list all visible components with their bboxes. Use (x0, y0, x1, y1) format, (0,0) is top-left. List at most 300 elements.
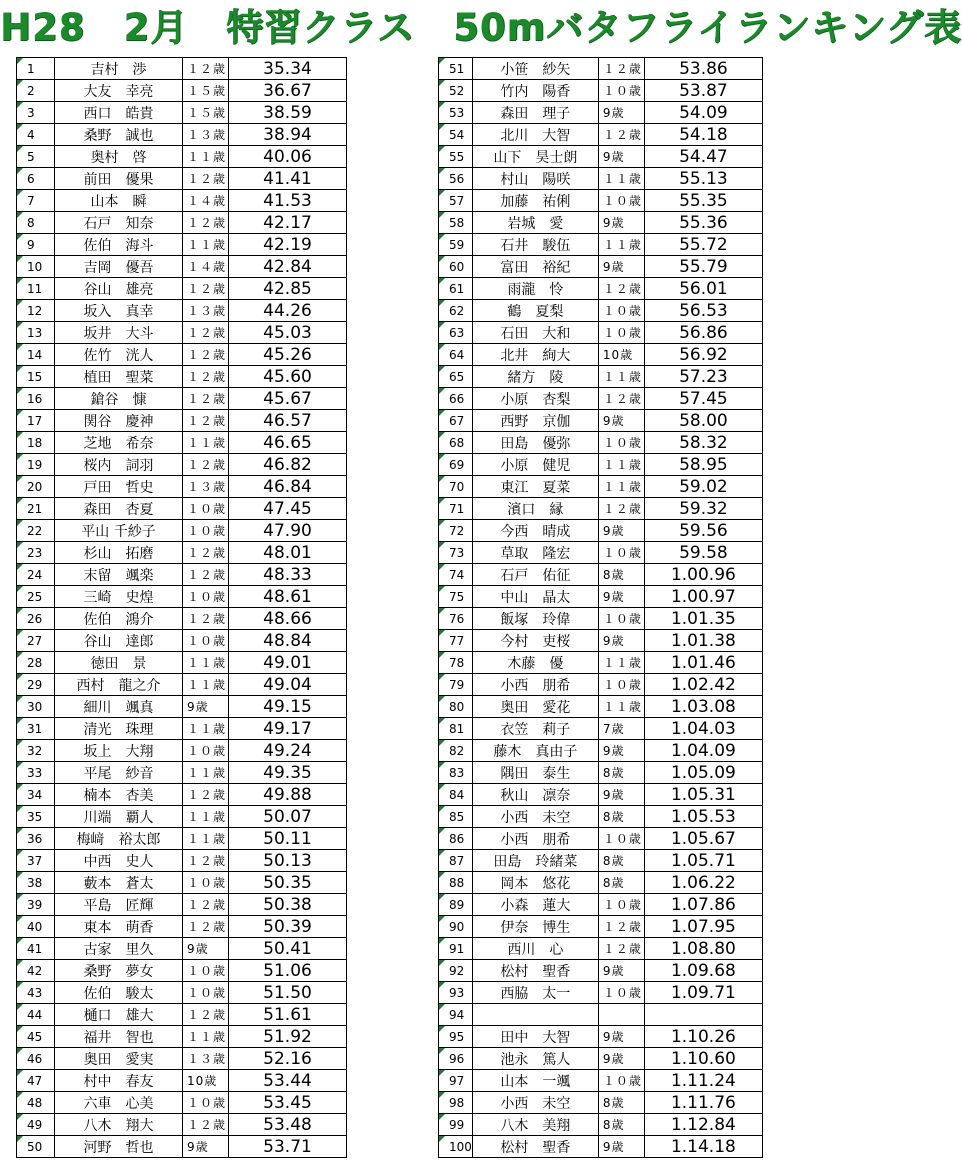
table-row (439, 542, 763, 564)
age-cell: １５歳 (183, 80, 229, 102)
time-cell: 59.58 (644, 542, 762, 564)
rank-cell: 11 (17, 278, 55, 300)
time-cell: 1.05.53 (644, 806, 762, 828)
table-row (17, 1136, 347, 1158)
time-cell: 59.02 (644, 476, 762, 498)
age-cell: １１歳 (598, 168, 644, 190)
swimmer-name-cell: 平尾 紗音 (55, 762, 183, 784)
time-cell: 1.05.31 (644, 784, 762, 806)
time-cell: 1.14.18 (644, 1136, 762, 1158)
rank-cell: 7 (17, 190, 55, 212)
table-row (439, 872, 763, 894)
table-row (439, 58, 763, 80)
time-cell: 53.86 (644, 58, 762, 80)
age-cell: １２歳 (598, 916, 644, 938)
age-cell: １０歳 (598, 322, 644, 344)
rank-cell: 72 (439, 520, 473, 542)
table-row (17, 1048, 347, 1070)
table-row (17, 1114, 347, 1136)
table-row (439, 828, 763, 850)
table-row (17, 938, 347, 960)
table-row (17, 784, 347, 806)
swimmer-name-cell: 坂上 大翔 (55, 740, 183, 762)
time-cell: 42.84 (229, 256, 347, 278)
time-cell: 50.39 (229, 916, 347, 938)
time-cell: 54.47 (644, 146, 762, 168)
age-cell: 9歳 (598, 212, 644, 234)
rank-cell: 26 (17, 608, 55, 630)
table-row (17, 58, 347, 80)
table-row (17, 718, 347, 740)
swimmer-name-cell: 三崎 史煌 (55, 586, 183, 608)
age-cell: 9歳 (598, 1136, 644, 1158)
table-row (17, 564, 347, 586)
age-cell: １２歳 (598, 388, 644, 410)
table-row (17, 344, 347, 366)
swimmer-name-cell: 細川 颯真 (55, 696, 183, 718)
age-cell: １１歳 (183, 1026, 229, 1048)
age-cell: １１歳 (183, 146, 229, 168)
age-cell: １２歳 (183, 212, 229, 234)
rank-cell: 40 (17, 916, 55, 938)
rank-cell: 48 (17, 1092, 55, 1114)
age-cell: １２歳 (183, 366, 229, 388)
time-cell: 1.09.68 (644, 960, 762, 982)
swimmer-name-cell: 村中 春友 (55, 1070, 183, 1092)
table-row (439, 432, 763, 454)
time-cell: 1.10.26 (644, 1026, 762, 1048)
age-cell: １０歳 (183, 740, 229, 762)
rank-cell: 28 (17, 652, 55, 674)
rank-cell: 54 (439, 124, 473, 146)
swimmer-name-cell: 川端 覇人 (55, 806, 183, 828)
rank-cell: 88 (439, 872, 473, 894)
swimmer-name-cell: 奥田 愛花 (472, 696, 598, 718)
swimmer-name-cell: 河野 哲也 (55, 1136, 183, 1158)
table-row (17, 608, 347, 630)
age-cell: １１歳 (598, 652, 644, 674)
age-cell: １２歳 (183, 58, 229, 80)
table-row (439, 1070, 763, 1092)
age-cell: 9歳 (598, 520, 644, 542)
rank-cell: 49 (17, 1114, 55, 1136)
rank-cell: 22 (17, 520, 55, 542)
age-cell: 8歳 (598, 564, 644, 586)
age-cell: １２歳 (183, 1114, 229, 1136)
table-row (439, 1092, 763, 1114)
rank-cell: 84 (439, 784, 473, 806)
table-row (17, 212, 347, 234)
rank-cell: 25 (17, 586, 55, 608)
time-cell: 41.41 (229, 168, 347, 190)
age-cell: １０歳 (598, 80, 644, 102)
time-cell: 35.34 (229, 58, 347, 80)
swimmer-name-cell: 小西 未空 (472, 806, 598, 828)
rank-cell: 43 (17, 982, 55, 1004)
table-row (439, 454, 763, 476)
time-cell: 54.18 (644, 124, 762, 146)
age-cell: １２歳 (183, 278, 229, 300)
age-cell: １２歳 (183, 542, 229, 564)
time-cell: 55.36 (644, 212, 762, 234)
table-row (17, 982, 347, 1004)
swimmer-name-cell: 北井 絢大 (472, 344, 598, 366)
swimmer-name-cell: 八木 翔大 (55, 1114, 183, 1136)
age-cell: 9歳 (598, 1026, 644, 1048)
table-row (439, 674, 763, 696)
swimmer-name-cell: 谷山 雄亮 (55, 278, 183, 300)
age-cell: １４歳 (183, 190, 229, 212)
age-cell: １０歳 (598, 300, 644, 322)
age-cell: 9歳 (598, 960, 644, 982)
rank-cell: 32 (17, 740, 55, 762)
swimmer-name-cell: 芝地 希奈 (55, 432, 183, 454)
time-cell: 48.01 (229, 542, 347, 564)
rank-cell: 56 (439, 168, 473, 190)
time-cell: 58.95 (644, 454, 762, 476)
rank-cell: 76 (439, 608, 473, 630)
swimmer-name-cell: 小西 朋希 (472, 828, 598, 850)
rank-cell: 31 (17, 718, 55, 740)
table-row (17, 762, 347, 784)
age-cell: １２歳 (183, 608, 229, 630)
time-cell: 44.26 (229, 300, 347, 322)
table-row (17, 696, 347, 718)
rank-cell: 51 (439, 58, 473, 80)
table-row (439, 168, 763, 190)
rank-cell: 80 (439, 696, 473, 718)
rank-cell: 47 (17, 1070, 55, 1092)
age-cell: １２歳 (183, 916, 229, 938)
rank-cell: 65 (439, 366, 473, 388)
time-cell: 59.56 (644, 520, 762, 542)
swimmer-name-cell: 石戸 佑征 (472, 564, 598, 586)
table-row (439, 1048, 763, 1070)
age-cell: １０歳 (183, 520, 229, 542)
rank-cell: 95 (439, 1026, 473, 1048)
swimmer-name-cell: 奥田 愛実 (55, 1048, 183, 1070)
time-cell: 1.04.03 (644, 718, 762, 740)
rank-cell: 4 (17, 124, 55, 146)
table-row (17, 630, 347, 652)
age-cell: １３歳 (183, 476, 229, 498)
rank-cell: 100 (439, 1136, 473, 1158)
table-row (439, 696, 763, 718)
swimmer-name-cell: 平山 千紗子 (55, 520, 183, 542)
table-row (17, 1026, 347, 1048)
table-row (439, 1026, 763, 1048)
swimmer-name-cell: 小森 蓮大 (472, 894, 598, 916)
table-row (439, 278, 763, 300)
age-cell: 10歳 (183, 1070, 229, 1092)
time-cell: 45.03 (229, 322, 347, 344)
time-cell: 49.17 (229, 718, 347, 740)
age-cell: １０歳 (183, 498, 229, 520)
table-row (439, 322, 763, 344)
swimmer-name-cell: 岩城 愛 (472, 212, 598, 234)
table-row (17, 410, 347, 432)
time-cell: 50.35 (229, 872, 347, 894)
rank-cell: 12 (17, 300, 55, 322)
rank-cell: 66 (439, 388, 473, 410)
rank-cell: 64 (439, 344, 473, 366)
table-row (17, 322, 347, 344)
time-cell: 59.32 (644, 498, 762, 520)
swimmer-name-cell: 山下 昊士朗 (472, 146, 598, 168)
swimmer-name-cell: 北川 大智 (472, 124, 598, 146)
table-row (439, 80, 763, 102)
rank-cell: 96 (439, 1048, 473, 1070)
swimmer-name-cell: 隅田 泰生 (472, 762, 598, 784)
swimmer-name-cell: 西野 京伽 (472, 410, 598, 432)
age-cell: １０歳 (183, 1092, 229, 1114)
rank-cell: 2 (17, 80, 55, 102)
age-cell: １１歳 (598, 454, 644, 476)
time-cell: 42.17 (229, 212, 347, 234)
age-cell: １０歳 (598, 894, 644, 916)
time-cell: 1.07.95 (644, 916, 762, 938)
swimmer-name-cell: 石井 駿伍 (472, 234, 598, 256)
age-cell: １５歳 (183, 102, 229, 124)
rank-cell: 60 (439, 256, 473, 278)
age-cell: １２歳 (598, 124, 644, 146)
age-cell: １０歳 (598, 190, 644, 212)
table-row (439, 1004, 763, 1026)
table-row (17, 124, 347, 146)
rank-cell: 57 (439, 190, 473, 212)
age-cell: 8歳 (598, 1114, 644, 1136)
swimmer-name-cell: 佐伯 鴻介 (55, 608, 183, 630)
rank-cell: 90 (439, 916, 473, 938)
age-cell: １０歳 (598, 542, 644, 564)
time-cell: 49.88 (229, 784, 347, 806)
age-cell: １０歳 (598, 432, 644, 454)
age-cell: １２歳 (183, 784, 229, 806)
table-row (439, 894, 763, 916)
rank-cell: 14 (17, 344, 55, 366)
swimmer-name-cell: 前田 優果 (55, 168, 183, 190)
rank-cell: 97 (439, 1070, 473, 1092)
age-cell: 8歳 (598, 806, 644, 828)
time-cell: 1.00.97 (644, 586, 762, 608)
age-cell: １０歳 (598, 1070, 644, 1092)
swimmer-name-cell: 桑野 誠也 (55, 124, 183, 146)
rank-cell: 67 (439, 410, 473, 432)
table-row (17, 146, 347, 168)
swimmer-name-cell: 坂入 真幸 (55, 300, 183, 322)
rank-cell: 41 (17, 938, 55, 960)
age-cell: 9歳 (183, 696, 229, 718)
rank-cell: 15 (17, 366, 55, 388)
swimmer-name-cell: 木藤 優 (472, 652, 598, 674)
time-cell: 53.48 (229, 1114, 347, 1136)
swimmer-name-cell: 山本 一颯 (472, 1070, 598, 1092)
rank-cell: 27 (17, 630, 55, 652)
age-cell: １１歳 (598, 476, 644, 498)
rank-cell: 5 (17, 146, 55, 168)
time-cell: 48.84 (229, 630, 347, 652)
age-cell: 9歳 (598, 630, 644, 652)
table-row (439, 718, 763, 740)
rank-cell: 53 (439, 102, 473, 124)
swimmer-name-cell: 今村 吏桜 (472, 630, 598, 652)
swimmer-name-cell: 福井 智也 (55, 1026, 183, 1048)
swimmer-name-cell: 吉村 渉 (55, 58, 183, 80)
swimmer-name-cell: 西村 龍之介 (55, 674, 183, 696)
time-cell: 58.32 (644, 432, 762, 454)
swimmer-name-cell: 中西 史人 (55, 850, 183, 872)
time-cell: 53.44 (229, 1070, 347, 1092)
time-cell: 48.61 (229, 586, 347, 608)
rank-cell: 13 (17, 322, 55, 344)
swimmer-name-cell: 小西 朋希 (472, 674, 598, 696)
table-row (439, 234, 763, 256)
time-cell: 1.00.96 (644, 564, 762, 586)
age-cell: 9歳 (598, 410, 644, 432)
rank-cell: 99 (439, 1114, 473, 1136)
rank-cell: 68 (439, 432, 473, 454)
rank-cell: 19 (17, 454, 55, 476)
time-cell: 42.85 (229, 278, 347, 300)
swimmer-name-cell: 鎗谷 慷 (55, 388, 183, 410)
swimmer-name-cell: 松村 聖香 (472, 960, 598, 982)
rank-cell: 18 (17, 432, 55, 454)
swimmer-name-cell: 岡本 悠花 (472, 872, 598, 894)
time-cell: 50.11 (229, 828, 347, 850)
swimmer-name-cell: 富田 裕紀 (472, 256, 598, 278)
age-cell: １１歳 (183, 718, 229, 740)
swimmer-name-cell: 東本 萌香 (55, 916, 183, 938)
age-cell: １２歳 (183, 454, 229, 476)
table-row (17, 542, 347, 564)
table-row (439, 520, 763, 542)
rank-cell: 82 (439, 740, 473, 762)
rank-cell: 89 (439, 894, 473, 916)
age-cell: １１歳 (183, 234, 229, 256)
swimmer-name-cell: 竹内 陽香 (472, 80, 598, 102)
swimmer-name-cell: 小原 杏梨 (472, 388, 598, 410)
table-row (17, 432, 347, 454)
age-cell: １０歳 (183, 630, 229, 652)
table-row (439, 608, 763, 630)
rank-cell: 8 (17, 212, 55, 234)
table-row (17, 234, 347, 256)
time-cell: 47.90 (229, 520, 347, 542)
rank-cell: 35 (17, 806, 55, 828)
age-cell: １２歳 (183, 564, 229, 586)
rank-cell: 23 (17, 542, 55, 564)
time-cell: 49.35 (229, 762, 347, 784)
time-cell: 53.87 (644, 80, 762, 102)
swimmer-name-cell: 田島 優弥 (472, 432, 598, 454)
time-cell: 1.05.09 (644, 762, 762, 784)
rank-cell: 78 (439, 652, 473, 674)
rank-cell: 86 (439, 828, 473, 850)
age-cell: １３歳 (183, 300, 229, 322)
age-cell: １１歳 (598, 696, 644, 718)
table-row (439, 564, 763, 586)
time-cell: 1.04.09 (644, 740, 762, 762)
time-cell: 46.82 (229, 454, 347, 476)
age-cell: 9歳 (183, 1136, 229, 1158)
swimmer-name-cell: 佐伯 海斗 (55, 234, 183, 256)
age-cell: １０歳 (598, 828, 644, 850)
time-cell: 50.13 (229, 850, 347, 872)
table-row (17, 806, 347, 828)
time-cell: 56.53 (644, 300, 762, 322)
rank-cell: 74 (439, 564, 473, 586)
table-row (17, 476, 347, 498)
age-cell: １１歳 (183, 828, 229, 850)
age-cell: １２歳 (183, 388, 229, 410)
time-cell: 1.03.08 (644, 696, 762, 718)
swimmer-name-cell: 吉岡 優吾 (55, 256, 183, 278)
table-row (439, 498, 763, 520)
table-row (439, 586, 763, 608)
table-row (439, 124, 763, 146)
swimmer-name-cell: 雨瀧 怜 (472, 278, 598, 300)
age-cell: １３歳 (183, 1048, 229, 1070)
swimmer-name-cell: 東江 夏菜 (472, 476, 598, 498)
time-cell: 54.09 (644, 102, 762, 124)
time-cell: 50.38 (229, 894, 347, 916)
time-cell: 50.07 (229, 806, 347, 828)
table-row (17, 674, 347, 696)
swimmer-name-cell: 植田 聖菜 (55, 366, 183, 388)
swimmer-name-cell: 池永 篤人 (472, 1048, 598, 1070)
age-cell: １０歳 (598, 608, 644, 630)
table-row (17, 366, 347, 388)
age-cell: １１歳 (183, 674, 229, 696)
rank-cell: 39 (17, 894, 55, 916)
rank-cell: 69 (439, 454, 473, 476)
rank-cell: 46 (17, 1048, 55, 1070)
swimmer-name-cell: 村山 陽咲 (472, 168, 598, 190)
time-cell: 40.06 (229, 146, 347, 168)
time-cell: 46.57 (229, 410, 347, 432)
age-cell: １０歳 (598, 674, 644, 696)
swimmer-name-cell (472, 1004, 598, 1026)
rank-cell: 62 (439, 300, 473, 322)
rank-cell: 24 (17, 564, 55, 586)
age-cell (598, 1004, 644, 1026)
swimmer-name-cell: 森田 杏夏 (55, 498, 183, 520)
rank-cell: 6 (17, 168, 55, 190)
time-cell: 57.45 (644, 388, 762, 410)
swimmer-name-cell: 坂井 大斗 (55, 322, 183, 344)
table-row (439, 1114, 763, 1136)
table-row (17, 300, 347, 322)
time-cell: 57.23 (644, 366, 762, 388)
swimmer-name-cell: 戸田 哲史 (55, 476, 183, 498)
age-cell: １０歳 (183, 960, 229, 982)
time-cell: 42.19 (229, 234, 347, 256)
table-row (17, 256, 347, 278)
time-cell: 36.67 (229, 80, 347, 102)
age-cell: １２歳 (598, 498, 644, 520)
swimmer-name-cell: 濱口 縁 (472, 498, 598, 520)
age-cell: １２歳 (183, 894, 229, 916)
table-row (17, 498, 347, 520)
age-cell: １１歳 (183, 806, 229, 828)
rank-cell: 55 (439, 146, 473, 168)
table-row (439, 102, 763, 124)
swimmer-name-cell: 飯塚 玲偉 (472, 608, 598, 630)
table-row (439, 806, 763, 828)
swimmer-name-cell: 佐伯 駿太 (55, 982, 183, 1004)
rank-cell: 83 (439, 762, 473, 784)
age-cell: １２歳 (183, 410, 229, 432)
